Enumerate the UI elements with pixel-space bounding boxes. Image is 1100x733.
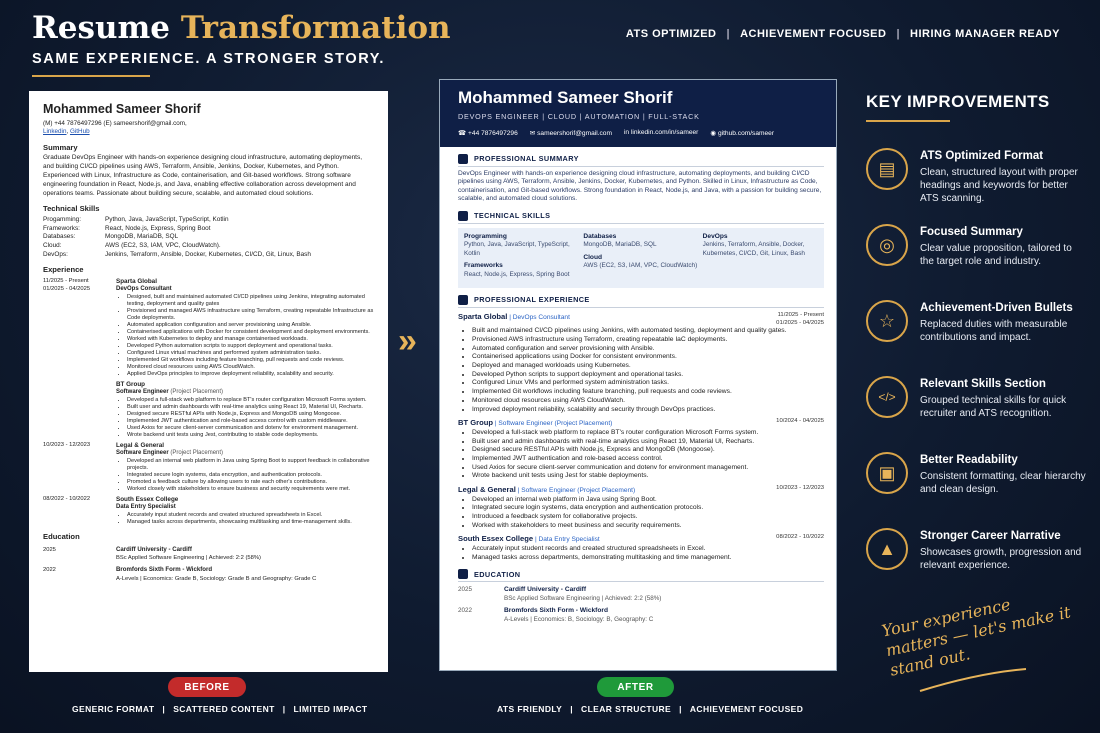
section-heading: Education [43,531,80,541]
tag: HIRING MANAGER READY [910,28,1060,40]
skill-label: Frameworks: [43,224,80,232]
bullet: • Configured Linux VMs and performed system administration tasks. [472,379,824,388]
skill-column [703,233,818,283]
skills-grid [458,228,824,288]
bullet-list [116,512,374,526]
after-caption: ATS FRIENDLY | CLEAR STRUCTURE | ACHIEVEMENT FOCUSED [497,704,804,714]
contact-line: (M) +44 7876497296 (E) sameershorif@gmail.com, [43,120,187,128]
skill-value: AWS (EC2, S3, IAM, VPC, CloudWatch). [105,242,221,250]
gear-icon [458,211,468,221]
bullet: • Accurately input student records and created structured spreadsheets in Excel. [127,512,374,519]
improvement-title: Focused Summary [920,226,1023,238]
job-dates [776,534,824,545]
job-body [116,278,374,378]
edu-year: 2022 [43,567,56,574]
school-name: Bromfords Sixth Form - Wickford [504,607,608,615]
job-title [458,534,600,545]
improvement-desc: Replaced duties with measurable contributions and impact. [920,319,1068,343]
improvement-desc: Clean, structured layout with proper headings and keywords for better ATS scanning. [920,167,1078,204]
improvement-title: Better Readability [920,454,1018,466]
bullet: • Developed a full-stack web platform to replace BT's router configuration Microsoft Forms system. [127,397,374,404]
improvement-text [920,148,1086,205]
role-note: (Project Placement) [170,450,224,457]
section-heading: EDUCATION [458,567,824,582]
skill-label: Cloud [583,253,603,261]
improvement-item [866,300,1086,344]
bullet: • Configured Linux virtual machines and performed system administration tasks. [127,350,374,357]
job-header [458,312,824,327]
education-entry [43,546,374,563]
education-entry [458,586,824,603]
star-icon: ☆ [866,300,908,342]
job-entry [43,381,374,439]
bullet: • Implemented JWT authentication and role-based access control with custom middleware. [127,418,374,425]
job-title [458,418,612,429]
skill-group [464,262,579,279]
before-badge: BEFORE [168,677,246,697]
job-header [458,418,824,429]
experience-list [458,312,824,563]
bullet-list [116,458,374,493]
growth-chart-icon: ▲ [866,528,908,570]
date: 10/2023 - 12/2023 [43,441,91,448]
job-dates [43,496,116,526]
improvement-item [866,148,1086,205]
bullet: • Containerised applications with Docker for consistent development and deployment environments. [127,329,374,336]
improvement-item [866,528,1086,572]
before-caption: GENERIC FORMAT | SCATTERED CONTENT | LIMITED IMPACT [72,704,368,714]
job-role: DevOps Consultant [116,286,172,293]
improvement-text [920,528,1086,572]
skill-label: Frameworks [464,261,503,269]
education-entry [458,607,824,624]
bullet: • Developed Python scripts to support deployment and operational tasks. [472,371,824,380]
bullet: • Built user and admin dashboards with real-time analytics using React 19, Material UI, Recharts. [127,404,374,411]
skill-value: React, Node.js, Express, Spring Boot [464,270,570,278]
bullet-list [116,397,374,439]
github-link[interactable]: GitHub [69,128,90,136]
swoosh-decoration [918,665,1028,695]
contact-info: (M) +44 7876497296 (E) sameershorif@gmail.com, Linkedin, GitHub [43,120,374,136]
edu-detail: BSc Applied Software Engineering | Achieved: 2:2 (58%) [504,594,662,602]
skill-value: Python, Java, JavaScript, TypeScript, Kotlin [105,216,229,224]
skill-column [583,233,698,283]
skill-group [583,254,698,271]
edu-detail: BSc Applied Software Engineering | Achieved: 2:2 (58%) [116,555,261,562]
tag: ACHIEVEMENT FOCUSED [740,28,887,40]
bullet: • Used Axios for secure client-server communication and dotenv for environment management. [127,425,374,432]
company-name: Legal & General [458,485,516,495]
bullet: • Containerised applications using Docker for consistent environments. [472,353,824,362]
improvement-desc: Clear value proposition, tailored to the target role and industry. [920,243,1072,267]
improvement-item [866,376,1086,420]
role-line: DEVOPS ENGINEER | CLOUD | AUTOMATION | FULL-STACK [458,112,700,121]
bullet: • Designed secure RESTful APIs with Node.js, Express and MongoDB using Mongoose. [127,411,374,418]
skill-column [464,233,579,283]
edu-detail: A-Levels | Economics: B, Sociology: B, Geography: C [504,615,654,623]
bullet: • Accurately input student records and created structured spreadsheets in Excel. [472,545,824,554]
bullet-list [458,327,824,414]
edu-detail: A-Levels | Economics: Grade B, Sociology: Grade B and Geography: Grade C [116,575,317,582]
company-name: Sparta Global [116,278,157,286]
skill-label: DevOps [702,232,728,240]
job-entry [43,496,374,526]
bullet: • Provisioned AWS infrastructure using Terraform, creating repeatable IaC deployments. [472,336,824,345]
bullet-list [458,429,824,481]
resume-name: Mohammed Sameer Shorif [458,88,673,107]
education-entry [43,566,374,583]
improvement-desc: Showcases growth, progression and relevant experience. [920,547,1082,571]
bullet: • Monitored cloud resources using AWS CloudWatch. [472,397,824,406]
contact-info [458,129,818,137]
company-name: BT Group [458,418,494,428]
bullet: • Deployed and managed workloads using Kubernetes. [472,362,824,371]
job-title [458,485,635,496]
skill-label: Programming [464,232,507,240]
company-name: South Essex College [458,534,534,544]
company-name: Sparta Global [458,311,508,321]
bullet: • Integrated secure login systems, data encryption and authentication protocols. [472,504,824,513]
bullet: • Improved deployment reliability, scalability and security through DevOps practices. [472,406,824,415]
date: 01/2025 - 04/2025 [43,286,91,293]
job-role: | Software Engineer (Project Placement) [515,487,636,495]
summary-text: DevOps Engineer with hands-on experience designing cloud infrastructure, automating deployments, and building CI/CD pipelines using AWS, Terraform, Ansible, Jenkins, Docker, Kubernetes, and Python. Skilled in Linux, Infrastructure as Code, containerisation, and Git-based workflows. Strong foundation in React, Node.js, and Java, with a passion for building secure, scalable, and automated cloud solutions. [458,170,822,203]
improvement-item [866,452,1086,496]
job-body [116,381,374,439]
skill-label: Cloud: [43,242,62,250]
edu-body [504,586,824,603]
page-subtitle: SAME EXPERIENCE. A STRONGER STORY. [32,51,386,67]
bullet: • Provisioned and managed AWS infrastructure using Terraform, creating repeatable Infrastructure as Code deployments. [127,308,374,322]
bullet: • Developed Python automation scripts to support deployment and operational tasks. [127,343,374,350]
skill-value: MongoDB, MariaDB, SQL [105,233,179,241]
company-name: Legal & General [116,441,164,449]
skill-value: AWS (EC2, S3, IAM, VPC, CloudWatch) [583,262,698,270]
bullet: • Managed tasks across departments, demonstrating multitasking and time management. [472,554,824,563]
improvement-item [866,224,1086,268]
bullet-list [116,294,374,378]
after-badge: AFTER [597,677,674,697]
arrow-icon: » [398,322,409,360]
date: 11/2025 - Present [777,311,824,318]
title-accent: Transformation [180,10,451,46]
job-header [458,534,824,545]
job-role: Data Entry Specialist [116,503,176,510]
job-role: | DevOps Consultant [507,313,570,321]
person-icon [458,154,468,164]
phone: ☎ +44 7876497296 [458,130,518,137]
document-icon: ▤ [866,148,908,190]
improvement-desc: Grouped technical skills for quick recruiter and ATS recognition. [920,395,1067,419]
edu-year: 2022 [458,607,473,615]
skill-value: Jenkins, Terraform, Ansible, Docker, Kubernetes, CI/CD, Git, Linux, Bash [702,241,805,257]
improvement-title: Stronger Career Narrative [920,530,1061,542]
bullet: • Wrote backend unit tests using Jest for stable deployments. [472,472,824,481]
bullet-list [458,545,824,562]
target-icon: ◎ [866,224,908,266]
job-dates [776,312,824,327]
bullet: • Developed an internal web platform in Java using Spring Boot to support feedback in collaborative projects. [127,458,374,472]
edu-body [504,607,824,624]
improvement-title: ATS Optimized Format [920,150,1044,162]
section-heading: Technical Skills [43,204,100,214]
title-main: Resume [32,10,171,46]
briefcase-icon: ▣ [866,452,908,494]
skill-value: React, Node.js, Express, Spring Boot [105,224,211,232]
edu-year: 2025 [458,586,473,594]
skill-value: Jenkins, Terraform, Ansible, Docker, Kubernetes, CI/CD, Git, Linux, Bash [105,250,311,258]
skill-value: MongoDB, MariaDB, SQL [583,241,657,249]
skill-label: Databases [583,232,617,240]
bullet: • Implemented Git workflows including feature branching, pull requests and code reviews. [127,357,374,364]
bullet: • Built and maintained CI/CD pipelines using Jenkins, with automated testing, deployment and quality gates. [472,327,824,336]
bullet: • Automated application configuration and server provisioning using Ansible. [127,322,374,329]
school-name: Cardiff University - Cardiff [504,586,587,594]
job-dates [43,278,116,378]
tagline: Your experience matters — let's make it stand out. [880,594,1073,680]
school-name: Bromfords Sixth Form - Wickford [116,566,213,574]
skill-group [464,233,579,258]
briefcase-icon [458,295,468,305]
job-dates [776,485,824,496]
bullet: • Designed, built and maintained automated CI/CD pipelines using Jenkins, integrating automated testing, deployment and quality gates [127,294,374,308]
edu-body [116,566,374,583]
bullet: • Worked with Kubernetes to deploy and manage containerised workloads. [127,336,374,343]
skill-group [703,233,818,258]
company-name: South Essex College [116,495,179,503]
education-list [458,586,824,623]
divider [866,120,950,122]
section-heading: PROFESSIONAL SUMMARY [458,152,824,167]
role-note: (Project Placement) [170,389,224,396]
resume-header [440,80,836,147]
job-entry [43,442,374,493]
job-title [458,312,570,327]
code-icon: </> [866,376,908,418]
section-heading: PROFESSIONAL EXPERIENCE [458,293,824,308]
skill-label: DevOps: [43,250,68,258]
date: 08/2022 - 10/2022 [776,534,824,541]
graduation-cap-icon [458,569,468,579]
resume-name: Mohammed Sameer Shorif [43,102,201,116]
education-list [43,546,374,583]
tag: ATS OPTIMIZED [625,28,717,40]
bullet: • Designed secure RESTful APIs with Node.js, Express and MongoDB (Mongoose). [472,446,824,455]
edu-body [116,546,374,563]
bullet: • Integrated secure login systems, data encryption, and authentication protocols. [127,472,374,479]
section-heading: TECHNICAL SKILLS [458,209,824,224]
improvement-text [920,376,1086,420]
improvement-text [920,224,1086,268]
improvement-text [920,452,1086,496]
bullet: • Applied DevOps principles to improve deployment reliability, scalability and security. [127,371,374,378]
linkedin-link[interactable]: Linkedin [43,128,67,136]
job-dates [776,418,824,429]
improvement-title: Achievement-Driven Bullets [920,302,1073,314]
date: 10/2024 - 04/2025 [776,418,824,425]
job-dates [43,381,116,439]
bullet: • Used Axios for secure client-server communication and dotenv for environment management. [472,464,824,473]
bullet: • Managed tasks across departments, showcasing multitasking and time-management skills. [127,519,374,526]
date: 11/2025 - Present [43,278,89,285]
bullet: • Wrote backend unit tests using Jest, contributing to stable code deployments. [127,432,374,439]
skill-label: Progamming: [43,216,82,224]
school-name: Cardiff University - Cardiff [116,545,192,553]
job-role: | Data Entry Specialist [533,536,600,544]
job-dates [43,442,116,493]
bullet: • Worked with stakeholders to meet business and security requirements. [472,522,824,531]
bullet: • Automated configuration and server provisioning with Ansible. [472,345,824,354]
improvement-text [920,300,1086,344]
section-heading: Summary [43,142,78,152]
bullet-list [458,496,824,531]
job-body [116,496,374,526]
summary-text: Graduate DevOps Engineer with hands-on experience designing cloud infrastructure, automating deployments, and building CI/CD pipelines using AWS, Terraform, Ansible, Jenkins, Docker, Kubernetes, and Python. Experienced with Linux, Infrastructure as Code, containerisation, and Git-based workflows. Strong software engineering foundation in React, Node.js, and Java, enabling effective collaboration across development and operations teams. Passionate about building secure, scalable, and automated cloud solutions. [43,154,363,197]
improvements-title: KEY IMPROVEMENTS [866,92,1050,111]
experience-list [43,278,374,525]
linkedin-link[interactable]: in linkedin.com/in/sameer [623,129,699,136]
before-resume [29,91,388,672]
skills-list [43,216,374,259]
skill-group [583,233,698,250]
date: 10/2023 - 12/2023 [776,485,824,492]
job-header [458,485,824,496]
job-role: Software Engineer (Project Placement) [116,389,224,396]
job-role: | Software Engineer (Project Placement) [493,420,613,428]
bullet: • Developed an internal web platform in Java using Spring Boot. [472,496,824,505]
email: ✉ sameershorif@gmail.com [529,130,612,137]
after-resume [439,79,837,671]
tag-list: ATS OPTIMIZED | ACHIEVEMENT FOCUSED | HIRING MANAGER READY [625,28,1060,40]
edu-year: 2025 [43,546,56,553]
divider [32,75,150,77]
bullet: • Monitored cloud resources using AWS CloudWatch. [127,364,374,371]
job-role: Software Engineer (Project Placement) [116,450,224,457]
bullet: • Promoted a feedback culture by allowing users to rate each other's contributions. [127,479,374,486]
bullet: • Worked closely with stakeholders to ensure business and security requirements were met. [127,486,374,493]
job-entry [43,278,374,378]
bullet: • Implemented Git workflows including feature branching, pull requests and code reviews. [472,388,824,397]
improvement-title: Relevant Skills Section [920,378,1046,390]
bullet: • Implemented JWT authentication and role-based access control. [472,455,824,464]
date: 08/2022 - 10/2022 [43,495,91,502]
job-body [116,442,374,493]
improvement-desc: Consistent formatting, clear hierarchy and clean design. [920,471,1086,495]
bullet: • Built user and admin dashboards with real-time analytics using React 19, Material UI, Recharts. [472,438,824,447]
bullet: • Introduced a feedback system for collaborative projects. [472,513,824,522]
section-heading: Experience [43,265,84,275]
skill-value: Python, Java, JavaScript, TypeScript, Kotlin [464,241,570,257]
bullet: • Developed a full-stack web platform to replace BT's router configuration Microsoft Forms system. [472,429,824,438]
company-name: BT Group [116,380,146,388]
date: 01/2025 - 04/2025 [776,319,824,326]
skill-label: Databases: [43,233,76,241]
github-link[interactable]: ◉ github.com/sameer [710,130,775,137]
page-title [32,10,451,46]
